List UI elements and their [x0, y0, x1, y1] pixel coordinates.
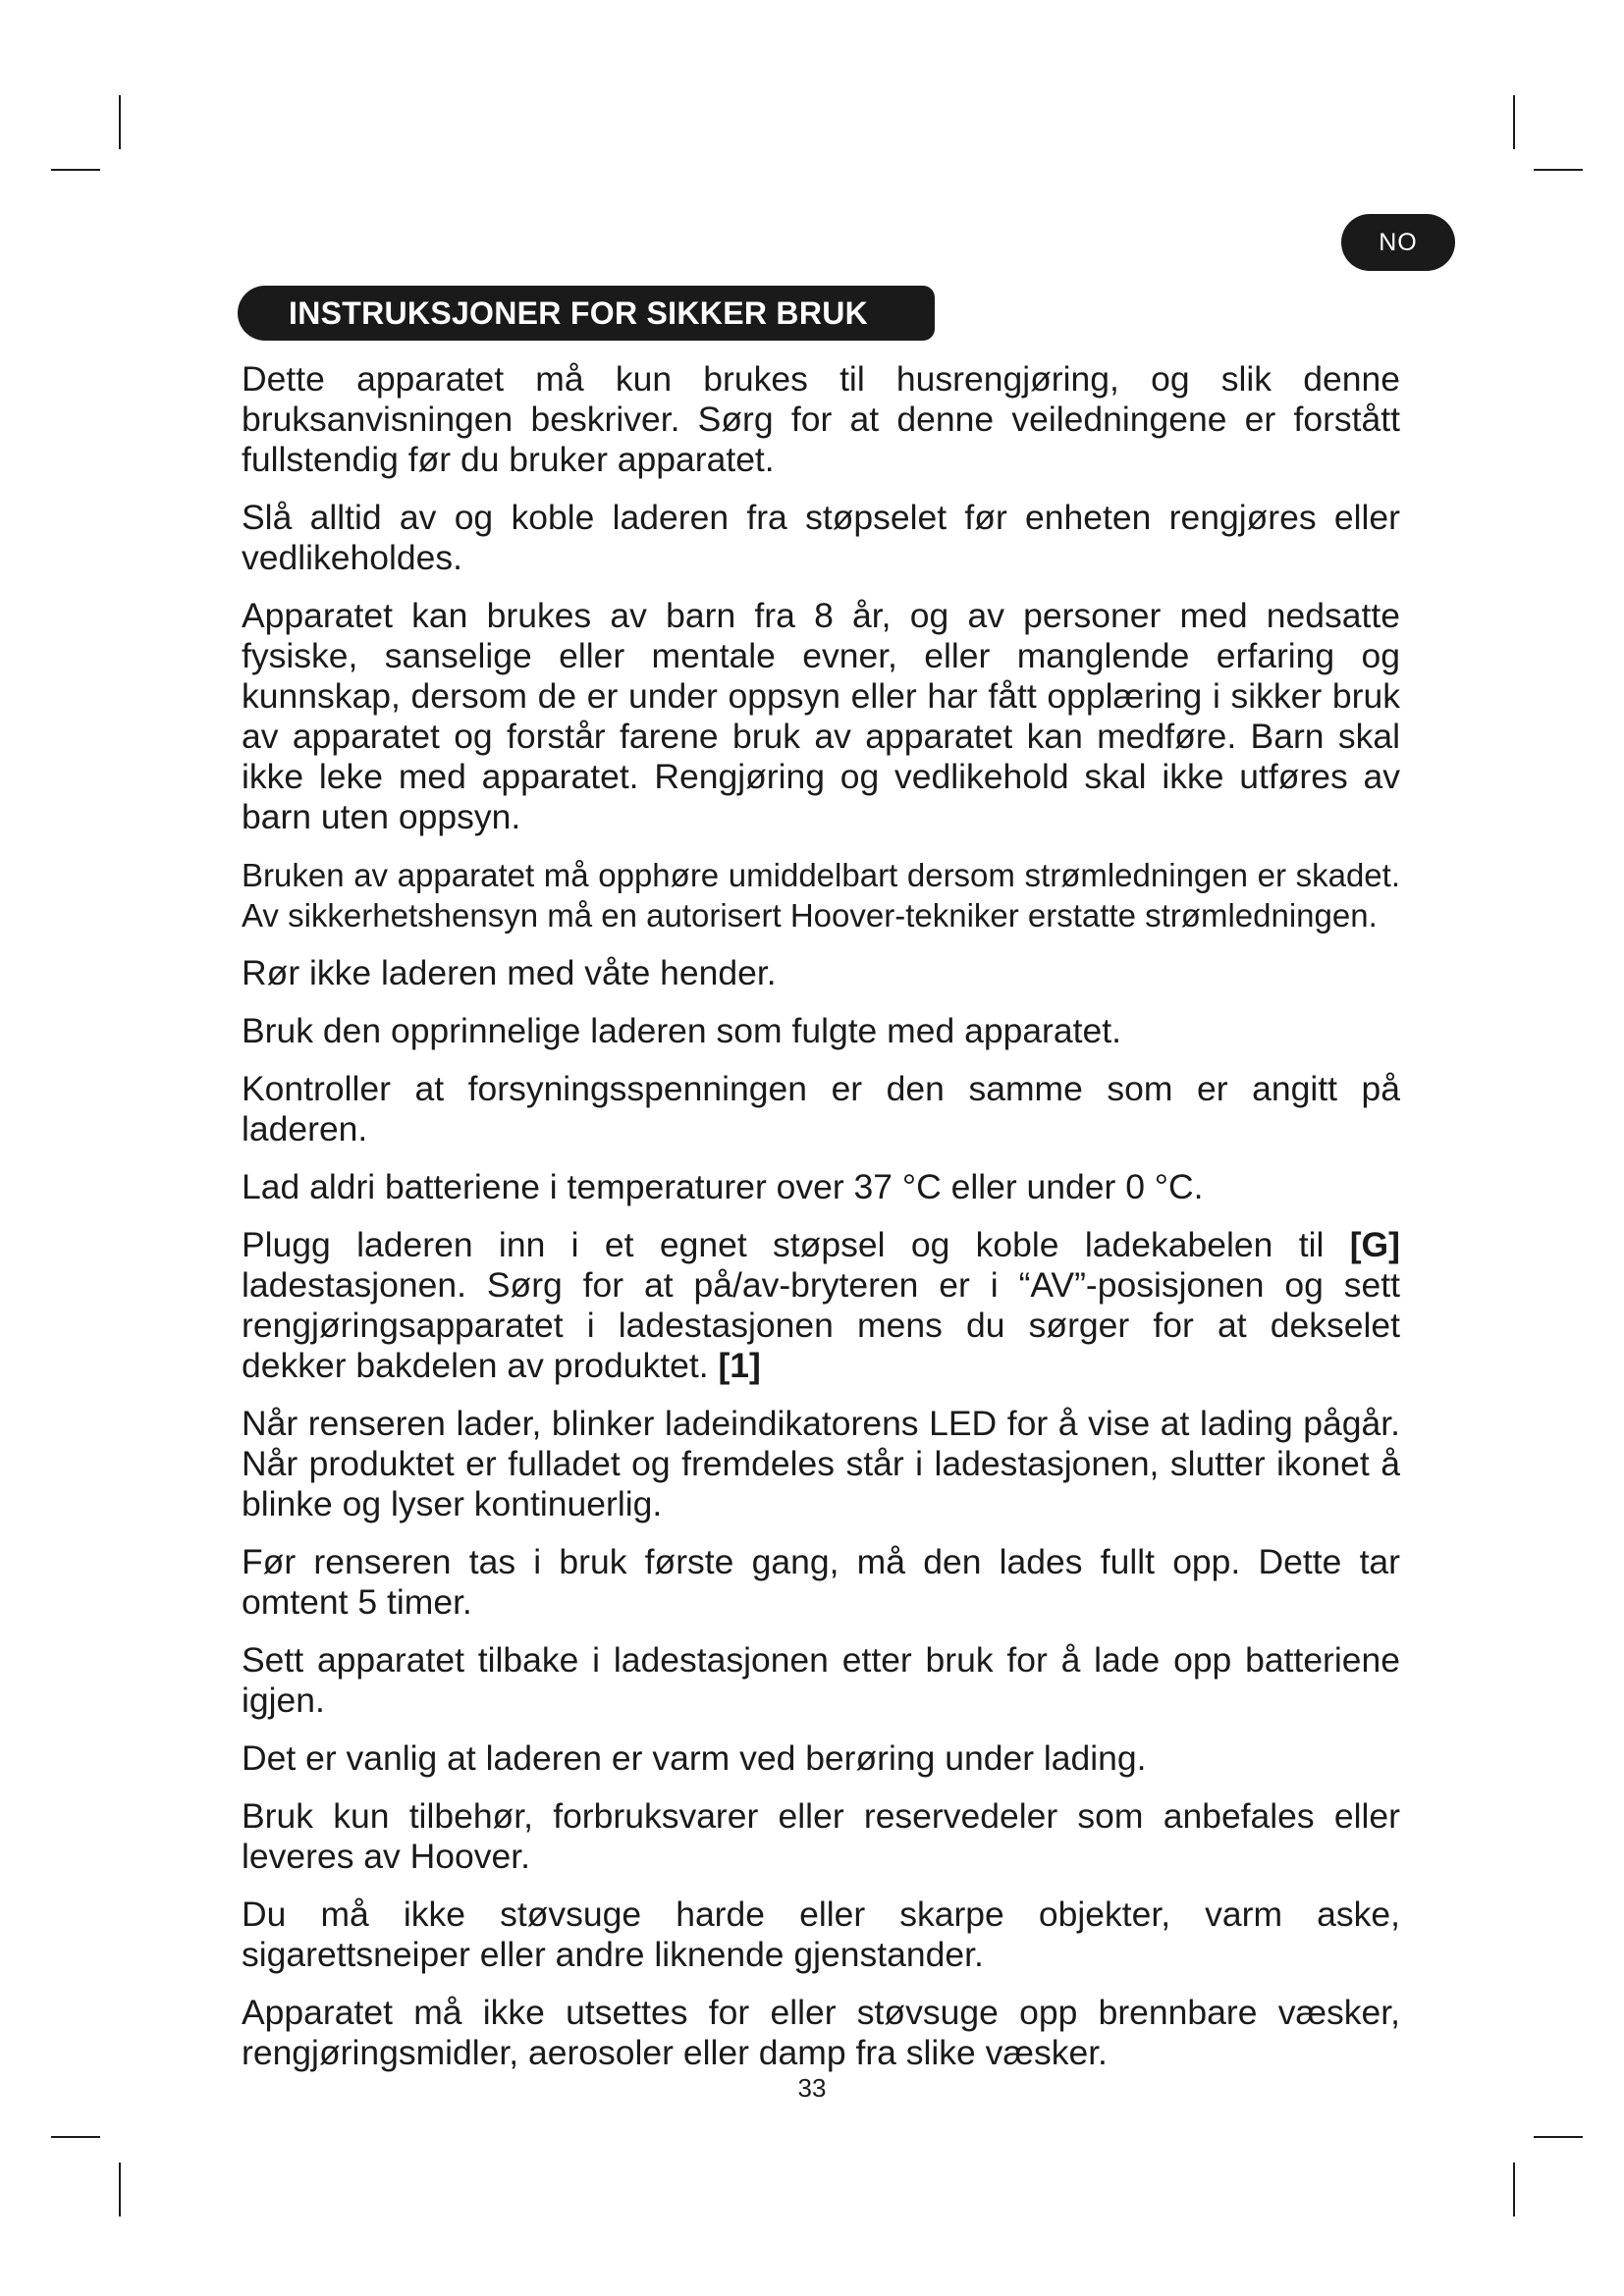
crop-mark-bottom-right-horizontal [1534, 2136, 1583, 2138]
paragraph-charging-led: Når renseren lader, blinker ladeindikatorens LED for å vise at lading pågår. Når produktet er fulladet og fremdeles står i ladestasjonen, slutter ikonet å blinke og lyser kontinuerlig. [242, 1404, 1400, 1523]
paragraph-first-charge: Før renseren tas i bruk første gang, må den lades fullt opp. Dette tar omtent 5 timer. [242, 1542, 1400, 1622]
reference-g: [G] [1349, 1225, 1400, 1264]
paragraph-return-to-dock: Sett apparatet tilbake i ladestasjonen etter bruk for å lade opp batteriene igjen. [242, 1640, 1400, 1720]
crop-mark-bottom-right-vertical [1513, 2163, 1515, 2216]
crop-mark-bottom-left-horizontal [51, 2136, 100, 2138]
crop-mark-top-left-horizontal [51, 169, 100, 171]
paragraph-unplug-before-cleaning: Slå alltid av og koble laderen fra støpselet før enheten rengjøres eller vedlikeholdes. [242, 498, 1400, 577]
paragraph-hard-sharp-objects: Du må ikke støvsuge harde eller skarpe objekter, varm aske, sigarettsneiper eller andre liknende gjenstander. [242, 1895, 1400, 1974]
paragraph-charger-warm: Det er vanlig at laderen er varm ved berøring under lading. [242, 1738, 1147, 1778]
paragraph-original-charger: Bruk den opprinnelige laderen som fulgte med apparatet. [242, 1011, 1121, 1050]
crop-mark-top-right-vertical [1513, 95, 1515, 149]
page-number: 33 [797, 2073, 827, 2103]
plug-text-1: Plugg laderen inn i et egnet støpsel og koble ladekabelen til [242, 1225, 1350, 1264]
crop-mark-top-right-horizontal [1534, 169, 1583, 171]
safety-instructions-body [242, 359, 1400, 2091]
paragraph-plug-in-charger [242, 1225, 1400, 1386]
crop-mark-top-left-vertical [119, 95, 121, 149]
reference-1: [1] [718, 1346, 761, 1385]
paragraph-accessories: Bruk kun tilbehør, forbruksvarer eller reservedeler som anbefales eller leveres av Hoover. [242, 1796, 1400, 1876]
section-title: INSTRUKSJONER FOR SIKKER BRUK [238, 286, 935, 341]
paragraph-wet-hands: Rør ikke laderen med våte hender. [242, 953, 777, 992]
paragraph-children-and-persons: Apparatet kan brukes av barn fra 8 år, og av personer med nedsatte fysiske, sanselige eller mentale evner, eller manglende erfaring og kunnskap, dersom de er under oppsyn eller har fått opplæring i sikker bruk av apparatet og forstår farene bruk av apparatet kan medføre. Barn skal ikke leke med apparatet. Rengjøring og vedlikehold skal ikke utføres av barn uten oppsyn. [242, 596, 1400, 836]
paragraph-flammable-liquids: Apparatet må ikke utsettes for eller støvsuge opp brennbare væsker, rengjøringsmidler, aerosoler eller damp fra slike væsker. [242, 1993, 1400, 2072]
plug-text-2: ladestasjonen. Sørg for at på/av-bryteren er i “AV”-posisjonen og sett rengjøringsapparatet i ladestasjonen mens du sørger for at dekselet dekker bakdelen av produktet. [242, 1265, 1400, 1385]
paragraph-intended-use: Dette apparatet må kun brukes til husrengjøring, og slik denne bruksanvisningen beskriver. Sørg for at denne veiledningene er forstått fullstendig før du bruker apparatet. [242, 359, 1400, 479]
paragraph-supply-voltage: Kontroller at forsyningsspenningen er den samme som er angitt på laderen. [242, 1069, 1400, 1148]
paragraph-damaged-cord: Bruken av apparatet må opphøre umiddelbart dersom strømledningen er skadet. Av sikkerhetshensyn må en autorisert Hoover-tekniker erstatte strømledningen. [242, 857, 1400, 934]
language-badge: NO [1341, 214, 1455, 271]
paragraph-charging-temperature: Lad aldri batteriene i temperaturer over 37 °C eller under 0 °C. [242, 1167, 1204, 1206]
crop-mark-bottom-left-vertical [119, 2163, 121, 2216]
